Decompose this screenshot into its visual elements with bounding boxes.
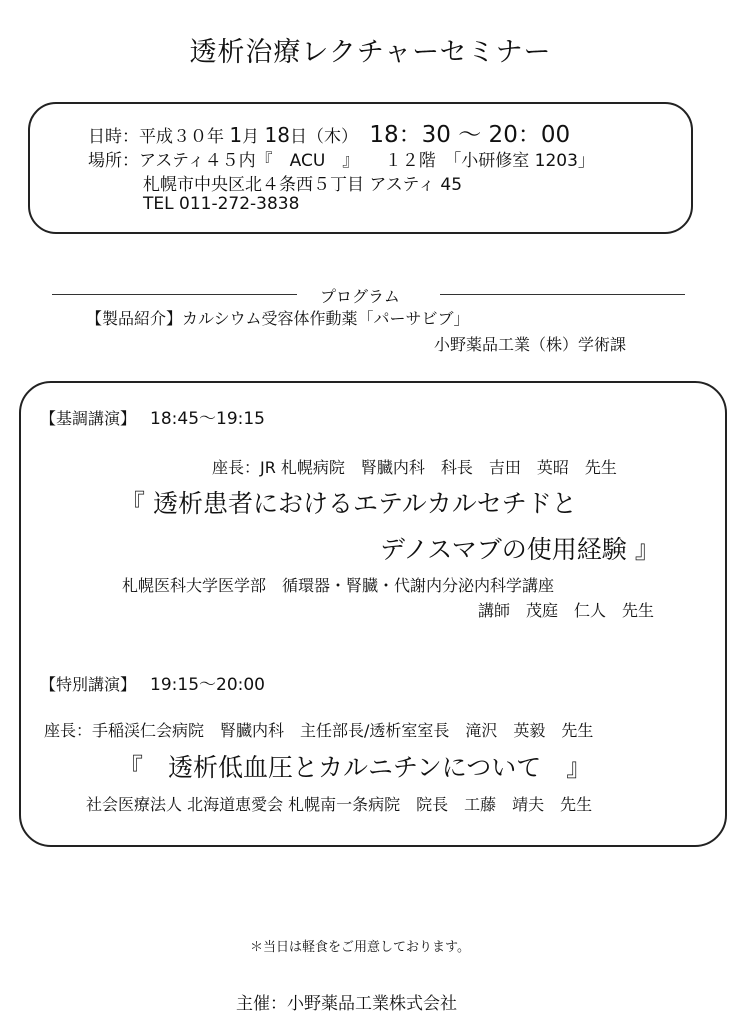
special-heading: 【特別講演】 (40, 675, 137, 694)
venue: アスティ４５内『 ACU 』 １２階 「小研修室 1203」 (139, 151, 595, 171)
event-date-row (88, 116, 570, 149)
date-month-unit: 月 (242, 127, 260, 147)
venue-label: 場所： (88, 151, 139, 171)
program-label: プログラム (320, 287, 400, 306)
sponsor: 主催：小野薬品工業株式会社 (236, 994, 457, 1014)
special-heading-row (40, 670, 265, 695)
page-title: 透析治療レクチャーセミナー (189, 37, 552, 68)
date-day-unit: 日 (290, 127, 307, 147)
keynote-title-line1: 『 透析患者におけるエテルカルセチドと (120, 489, 577, 518)
keynote-time: 18:45～19:15 (150, 409, 265, 429)
keynote-heading-row (40, 404, 265, 429)
event-tel: TEL 011-272-3838 (143, 194, 300, 214)
event-time: 18：30 ～ 20：00 (369, 122, 571, 148)
event-venue-row (88, 146, 595, 171)
event-address: 札幌市中央区北４条西５丁目 アスティ 45 (143, 175, 463, 195)
product-intro: 【製品紹介】カルシウム受容体作動薬「パーサビブ」 (86, 309, 470, 328)
keynote-speaker-affiliation: 札幌医科大学医学部 循環器・腎臓・代謝内分泌内科学講座 (122, 576, 555, 595)
product-intro-presenter: 小野薬品工業（株）学術課 (434, 335, 627, 354)
program-divider-left (52, 294, 297, 295)
date-weekday: （木） (307, 127, 358, 147)
keynote-heading: 【基調講演】 (40, 409, 137, 428)
date-month: 1 (229, 123, 243, 147)
keynote-chair: 座長：JR 札幌病院 腎臓内科 科長 吉田 英昭 先生 (212, 458, 617, 477)
special-title: 『 透析低血圧とカルニチンについて 』 (118, 753, 592, 782)
date-label: 日時： (88, 127, 139, 147)
refreshment-note: ＊当日は軽食をご用意しております。 (250, 940, 470, 955)
special-speaker: 社会医療法人 北海道恵愛会 札幌南一条病院 院長 工藤 靖夫 先生 (86, 795, 593, 814)
date-day: 18 (264, 123, 290, 147)
keynote-title-line2: デノスマブの使用経験 』 (380, 535, 660, 564)
date-prefix: 平成３０年 (139, 127, 224, 147)
keynote-speaker: 講師 茂庭 仁人 先生 (478, 601, 655, 620)
special-chair: 座長：手稲渓仁会病院 腎臓内科 主任部長/透析室室長 滝沢 英毅 先生 (44, 721, 594, 740)
program-divider-right (440, 294, 685, 295)
special-time: 19:15～20:00 (150, 675, 265, 695)
